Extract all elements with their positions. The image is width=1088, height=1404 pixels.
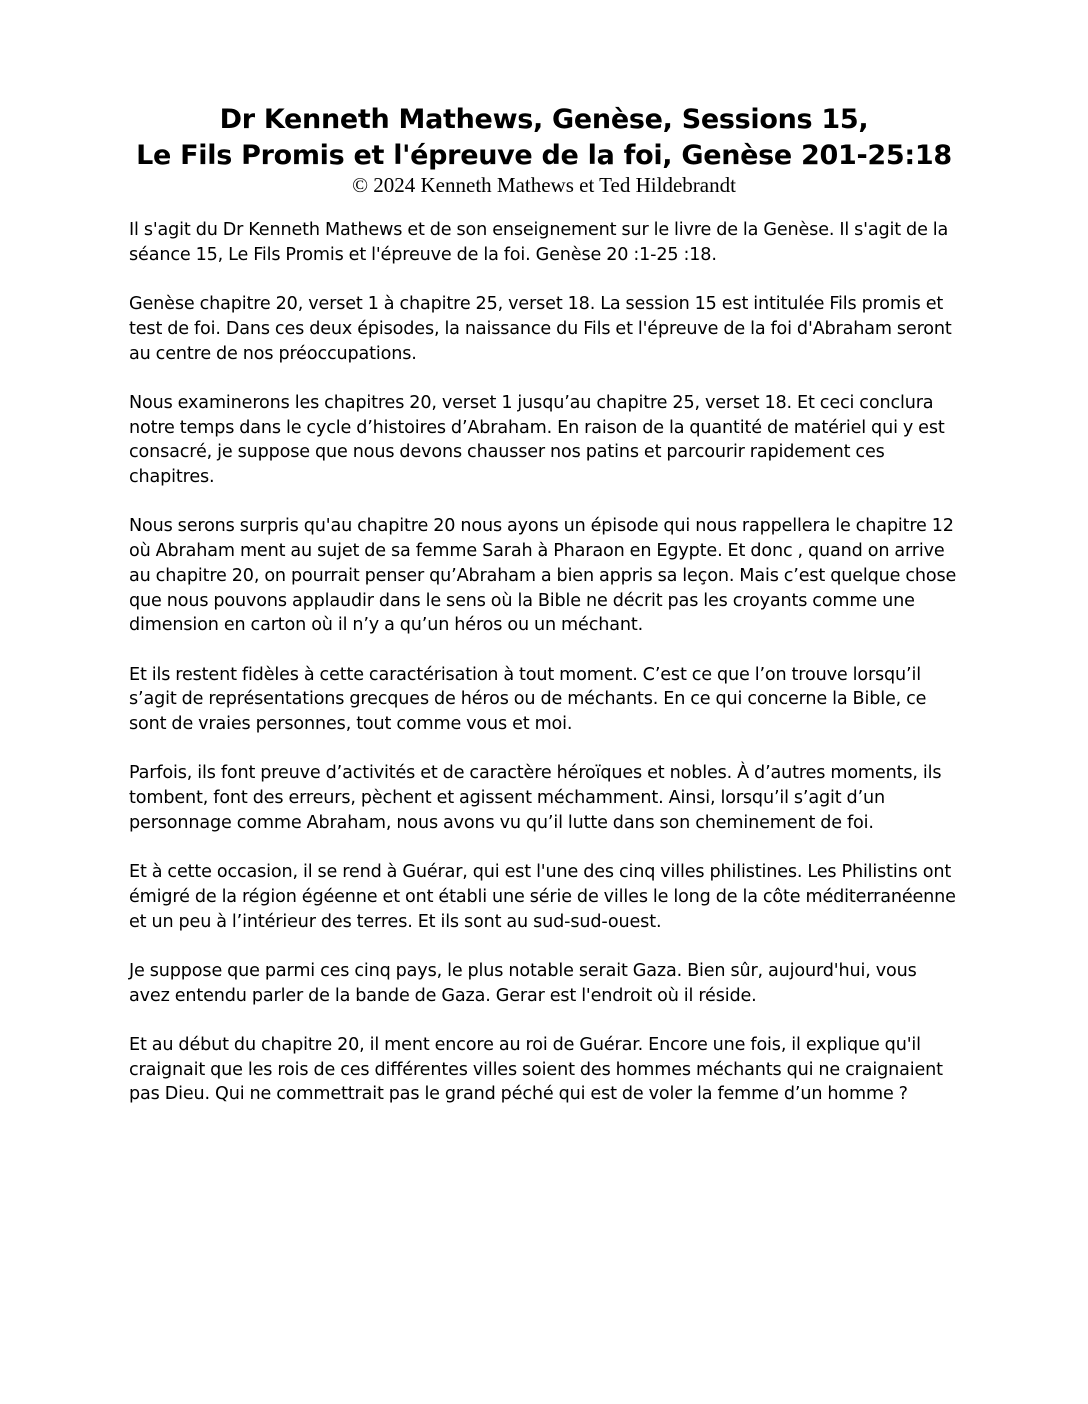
paragraph: Parfois, ils font preuve d’activités et de caractère héroïques et nobles. À d’autres moments, ils tombent, font des erreurs, pèchent et agissent méchamment. Ainsi, lorsqu’il s’agit d’un personnage comme Abraham, nous avons vu qu’il lutte dans son cheminement de foi. — [129, 763, 942, 833]
paragraph: Je suppose que parmi ces cinq pays, le plus notable serait Gaza. Bien sûr, aujourd'hui, vous avez entendu parler de la bande de Gaza. Gerar est l'endroit où il réside. — [129, 960, 917, 1006]
copyright-line: © 2024 Kenneth Mathews et Ted Hildebrandt — [352, 173, 736, 197]
paragraph: Genèse chapitre 20, verset 1 à chapitre 25, verset 18. La session 15 est intitulée Fils promis et test de foi. Dans ces deux épisodes, la naissance du Fils et l'épreuve de la foi d'Abraham seront au centre de nos préoccupations. — [129, 294, 952, 364]
paragraph: Nous examinerons les chapitres 20, verset 1 jusqu’au chapitre 25, verset 18. Et ceci conclura notre temps dans le cycle d’histoires d’Abraham. En raison de la quantité de matériel qui y est consacré, je suppose que nous devons chausser nos patins et parcourir rapidement ces chapitres. — [129, 392, 945, 487]
paragraph: Et au début du chapitre 20, il ment encore au roi de Guérar. Encore une fois, il explique qu'il craignait que les rois de ces différentes villes soient des hommes méchants qui ne craignaient pas Dieu. Qui ne commettrait pas le grand péché qui est de voler la femme d’un homme ? — [129, 1035, 943, 1105]
paragraph: Et ils restent fidèles à cette caractérisation à tout moment. C’est ce que l’on trouve lorsqu’il s’agit de représentations grecques de héros ou de méchants. En ce qui concerne la Bible, ce sont de vraies personnes, tout comme vous et moi. — [129, 664, 927, 734]
paragraph: Il s'agit du Dr Kenneth Mathews et de son enseignement sur le livre de la Genèse. Il s'agit de la séance 15, Le Fils Promis et l'épreuve de la foi. Genèse 20 :1-25 :18. — [129, 220, 949, 265]
title-line-1: Dr Kenneth Mathews, Genèse, Sessions 15, — [219, 104, 869, 135]
document-body — [129, 218, 961, 1132]
paragraph: Nous serons surpris qu'au chapitre 20 nous ayons un épisode qui nous rappellera le chapitre 12 où Abraham ment au sujet de sa femme Sarah à Pharaon en Egypte. Et donc , quand on arrive au chapitre 20, on pourrait penser qu’Abraham a bien appris sa leçon. Mais c’est quelque chose que nous pouvons applaudir dans le sens où la Bible ne décrit pas les croyants comme une dimension en carton où il n’y a qu’un héros ou un méchant. — [129, 516, 957, 636]
title-line-2: Le Fils Promis et l'épreuve de la foi, Genèse 201-25:18 — [136, 140, 952, 171]
document-header — [0, 102, 1088, 196]
paragraph: Et à cette occasion, il se rend à Guérar, qui est l'une des cinq villes philistines. Les Philistins ont émigré de la région égéenne et ont établi une série de villes le long de la côte méditerranéenne et un peu à l’intérieur des terres. Et ils sont au sud-sud-ouest. — [129, 862, 956, 932]
